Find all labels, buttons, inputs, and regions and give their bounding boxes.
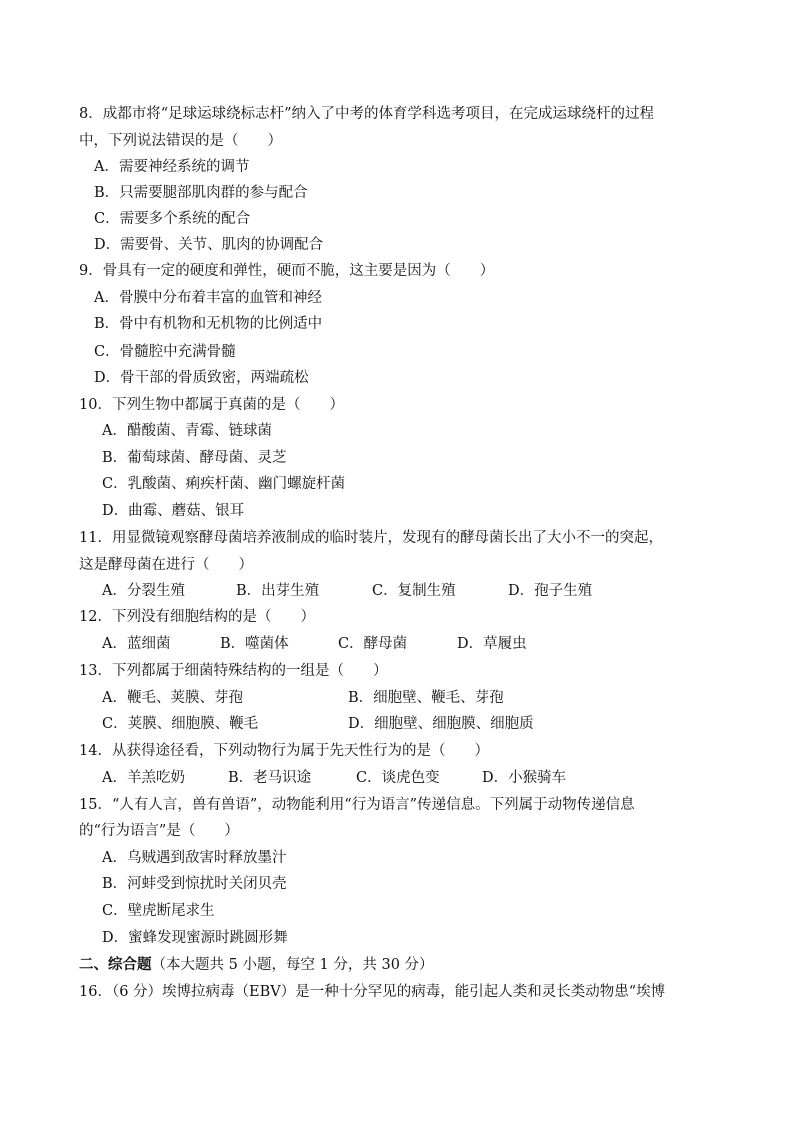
q12-stem: 12．下列没有细胞结构的是（ ） <box>79 609 315 625</box>
q14-option-b: B．老马识途 <box>228 770 312 786</box>
q11-options-row <box>0 581 794 601</box>
q12-options-row <box>0 634 794 654</box>
q9-option-d: D．骨干部的骨质致密，两端疏松 <box>94 370 309 386</box>
section-note: （本大题共 5 小题，每空 1 分，共 30 分） <box>151 957 434 973</box>
q10-option-d: D．曲霉、蘑菇、银耳 <box>102 503 245 519</box>
q13-option-a: A．鞭毛、荚膜、芽孢 <box>102 690 243 706</box>
q15-stem-line2: 的“行为语言”是（ ） <box>79 823 239 839</box>
q13-stem: 13．下列都属于细菌特殊结构的一组是（ ） <box>79 663 388 679</box>
q14-option-a: A．羊羔吃奶 <box>102 770 185 786</box>
q15-option-b: B．河蚌受到惊扰时关闭贝壳 <box>102 876 287 892</box>
q14-options-row <box>0 768 794 788</box>
q11-stem-line1: 11．用显微镜观察酵母菌培养液制成的临时装片，发现有的酵母菌长出了大小不一的突起， <box>79 530 663 546</box>
q8-option-a: A．需要神经系统的调节 <box>94 159 250 175</box>
q12-option-d: D．草履虫 <box>457 636 527 652</box>
q13-option-b: B．细胞壁、鞭毛、芽孢 <box>348 690 504 706</box>
q11-option-a: A．分裂生殖 <box>102 583 185 599</box>
q12-option-a: A．蓝细菌 <box>102 636 171 652</box>
q8-option-c: C．需要多个系统的配合 <box>94 211 251 227</box>
q8-stem-line1: 8．成都市将“足球运球绕标志杆”纳入了中考的体育学科选考项目，在完成运球绕杆的过程 <box>79 106 655 122</box>
q13-option-c: C．荚膜、细胞膜、鞭毛 <box>102 716 259 732</box>
q15-stem-line1: 15．“人有人言，兽有兽语”，动物能利用“行为语言”传递信息。下列属于动物传递信息 <box>79 797 635 813</box>
q9-stem: 9．骨具有一定的硬度和弹性，硬而不脆，这主要是因为（ ） <box>79 263 495 279</box>
q12-option-b: B．噬菌体 <box>220 636 289 652</box>
q10-stem: 10．下列生物中都属于真菌的是（ ） <box>79 397 344 413</box>
q9-option-b: B．骨中有机物和无机物的比例适中 <box>94 316 323 332</box>
q12-option-c: C．酵母菌 <box>338 636 408 652</box>
q15-option-c: C．壁虎断尾求生 <box>102 903 215 919</box>
q9-option-a: A．骨膜中分布着丰富的血管和神经 <box>94 290 322 306</box>
q10-option-b: B．葡萄球菌、酵母菌、灵芝 <box>102 450 287 466</box>
q16-stem-line1: 16．（6 分）埃博拉病毒（EBV）是一种十分罕见的病毒，能引起人类和灵长类动物患“埃博 <box>79 984 666 1000</box>
q14-option-d: D．小猴骑车 <box>482 770 567 786</box>
q15-option-d: D．蜜蜂发现蜜源时跳圆形舞 <box>102 930 288 946</box>
q11-option-b: B．出芽生殖 <box>236 583 320 599</box>
q13-options-row1 <box>0 688 794 708</box>
q14-stem: 14．从获得途径看，下列动物行为属于先天性行为的是（ ） <box>79 743 489 759</box>
q11-stem-line2: 这是酵母菌在进行（ ） <box>79 557 253 573</box>
q10-option-a: A．醋酸菌、青霉、链球菌 <box>102 423 272 439</box>
q14-option-c: C．谈虎色变 <box>356 770 440 786</box>
q8-stem-line2: 中，下列说法错误的是（ ） <box>79 133 282 149</box>
q13-options-row2 <box>0 714 794 734</box>
q8-option-b: B．只需要腿部肌肉群的参与配合 <box>94 185 308 201</box>
q13-option-d: D．细胞壁、细胞膜、细胞质 <box>348 716 534 732</box>
q10-option-c: C．乳酸菌、痢疾杆菌、幽门螺旋杆菌 <box>102 476 346 492</box>
q8-option-d: D．需要骨、关节、肌肉的协调配合 <box>94 237 324 253</box>
q11-option-c: C．复制生殖 <box>372 583 456 599</box>
q15-option-a: A．乌贼遇到敌害时释放墨汁 <box>102 850 287 866</box>
section-title: 二、综合题 <box>79 956 152 973</box>
q11-option-d: D．孢子生殖 <box>508 583 593 599</box>
section-heading <box>0 955 794 975</box>
q9-option-c: C．骨髓腔中充满骨髓 <box>94 344 236 360</box>
